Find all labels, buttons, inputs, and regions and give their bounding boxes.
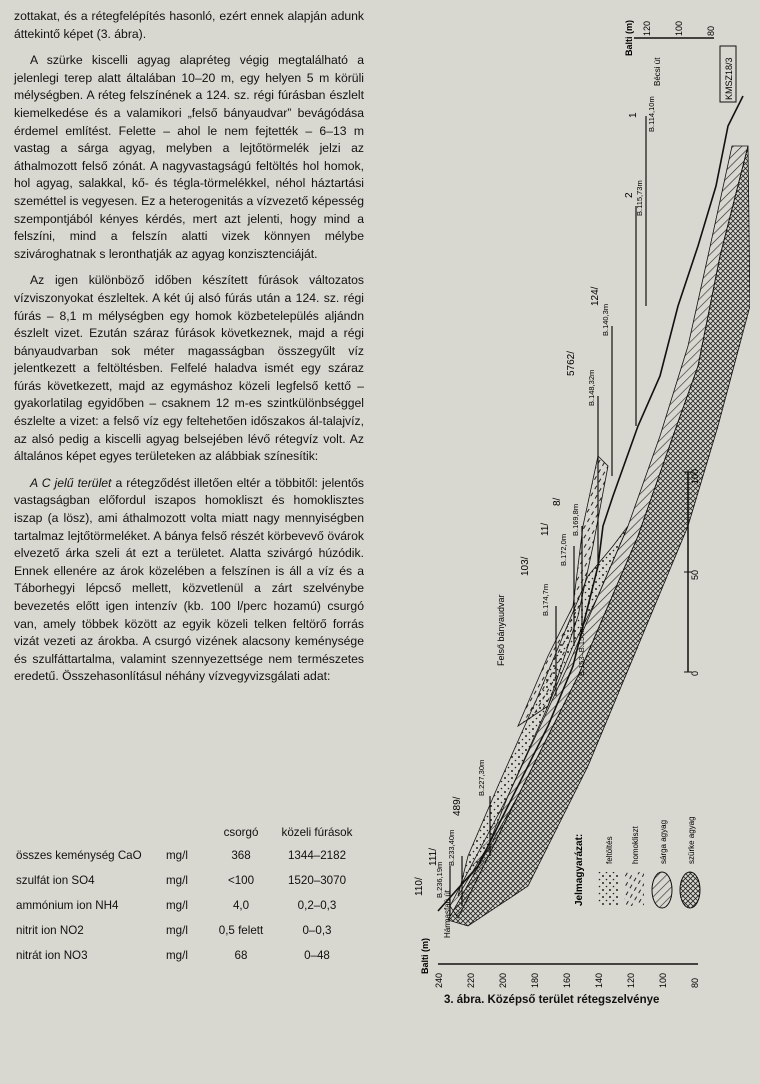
header-csurgo: csorgó: [223, 826, 259, 839]
axis-tick: 180: [530, 972, 540, 988]
axis-tick: 80: [690, 977, 700, 988]
table-row: [16, 924, 358, 937]
row-name: nitrit ion NO2: [16, 924, 84, 937]
borehole-label: 124/: [590, 286, 601, 306]
row-value-a: 4,0: [232, 899, 250, 912]
depth-label: B.140,3m: [601, 303, 610, 336]
borehole-label: 111/: [428, 848, 439, 866]
axis-tick: 160: [562, 972, 572, 988]
header-kozeli: közeli fúrások: [281, 826, 353, 839]
legend-label: sárga agyag: [659, 819, 668, 864]
area-c-emphasis: A C jelű terület: [30, 475, 112, 490]
row-unit: mg/l: [166, 924, 188, 937]
row-value-a: 68: [234, 949, 248, 962]
axis-tick: 220: [466, 972, 476, 988]
top-axis: [624, 20, 716, 56]
figure-caption: 3. ábra. Középső terület rétegszelvénye: [444, 994, 660, 1006]
table-row: [16, 949, 358, 962]
table-row: [16, 899, 358, 912]
depth-label: B.174,7m: [541, 583, 550, 616]
legend-title: Jelmagyarázat:: [574, 833, 585, 906]
legend: [574, 816, 700, 908]
road-label: Hármasfaú út: [443, 889, 452, 938]
paragraph-water: Az igen különböző időben készített fúrások változatos vízviszonyokat észleltek. A két új alsó fúrás után a 124. sz. régi fúrás – 8,1 m mélységben egy homok közbetelepülés aljándn észlelt vizet. Ezután száraz fúrások következnek, majd a régi bányaudvarban sok méter magasságban összegyűlt víz jelentkezett a feltöltésben. Felfelé haladva ismét egy száraz fúrás következett, majd az egymáshoz közeli legfelső kettő – gyakorlatilag egyidőben – csaknem 12 m-es szintkülönbséggel észlelte a vizet: a felső víz egy feltehetően időszakos ál-talajvíz, az alsó pedig a kiscelli agyag belsejében lévő rétegvíz volt. Az általános képet egyes területeken az alábbiak színesítik:: [14, 273, 364, 464]
axis-tick: 200: [498, 972, 508, 988]
area-label: Felső bányaudvar: [496, 594, 506, 666]
borehole-label: 11/: [540, 522, 551, 536]
axis-tick: 120: [626, 972, 636, 988]
axis-tick: 100: [674, 20, 684, 36]
row-value-b: 0–48: [304, 949, 330, 962]
depth-label: B.172,0m: [559, 533, 568, 566]
row-value-b: 1520–3070: [287, 874, 347, 887]
row-value-a: 368: [231, 849, 251, 862]
row-unit: mg/l: [166, 899, 188, 912]
text-column: [14, 8, 364, 695]
paragraph-area-c: [14, 475, 364, 686]
area-c-text: a rétegződést illetően eltér a többitől: jelentős vastagságban előfordul iszapos homokliszt és homoklisztes iszap (a lösz), ami áthalmozott volta miatt nagy mennyiségben tartalmaz lejtőtörmeléket. A bánya felső részét körbevevő övárok elvezető árka szeli át ezt a területet. Alatta szivárgó húzódik. Ennek ellenére az árok közelében a felszínen is áll a víz és a Táborhegyi lépcső mellett, közvetlenül a zárt szelvénybe bevezetés előtt igen intenzív (kb. 100 l/perc hozamú) csurgó van, amely többek között az egyik közeli telken feltörő forrás vizát vezeti az árokba. A csurgó vizének alacsony keménysége és szulfáttartalma, valamint szennyezettsége nem természetes eredetű. Összehasonlításul néhány vízvegyvizsgálati adat:: [14, 475, 364, 684]
borehole-label: 489/: [452, 796, 463, 816]
axis-tick: 120: [642, 20, 652, 36]
row-unit: mg/l: [166, 874, 188, 887]
depth-label: B.236,19m: [435, 861, 444, 898]
axis-tick: 80: [706, 25, 716, 36]
row-name: szulfát ion SO4: [16, 874, 95, 887]
table-row: [16, 874, 358, 887]
scale-tick: 50: [690, 569, 700, 580]
cross-section-figure: [398, 6, 750, 1036]
legend-swatch-grey: [680, 872, 700, 908]
axis-title-top: Balti (m): [624, 20, 634, 56]
row-unit: mg/l: [166, 949, 188, 962]
row-unit: mg/l: [166, 849, 188, 862]
row-value-b: 1344–2182: [287, 849, 347, 862]
row-name: összes keménység CaO: [16, 849, 142, 862]
paragraph-layers: A szürke kiscelli agyag alapréteg végig megtalálható a jelenlegi terep alatt általában 10–20 m, egy helyen 5 m körüli mélységben. A réteg felszínének a 124. sz. régi fúrásban észlelt kiemelkedése és a valamikori „felső bányaudvar” bevágódása érdemel említést. Felette – ahol le nem fejtették – 6–13 m vastag a sárga agyag, melyben a lejtőtörmelék jelzi az áthalmozott felső zónát. A nagyvastagságú feltöltés hol homok, hol agyag, salakkal, kő- és tégla-törmelékkel, néhol háztartási szeméttel is vegyesen. Ez a heterogenitás a vízvezető képesség szempontjából kényes kérdés, mert azt jelenti, hogy mind a felszíni, mind a felszín alatti vizek könnyen mélybe szivároghatnak s leronthatják az agyag konzisztenciáját.: [14, 53, 364, 261]
table-header-row: [16, 826, 358, 839]
legend-label: feltöltés: [605, 836, 614, 864]
borehole-label: 110/: [414, 877, 425, 896]
paragraph-intro: zottakat, és a rétegfelépítés hasonló, ezért ennek alapján adunk áttekintő képet (3. ábra).: [14, 9, 364, 41]
axis-tick: 100: [658, 972, 668, 988]
borehole-label: 5762/: [566, 350, 577, 376]
depth-label: B.227,30m: [477, 759, 486, 796]
borehole-label: 1: [628, 112, 639, 118]
legend-swatch-silt: [624, 872, 644, 906]
legend-label: homokliszt: [631, 826, 640, 864]
water-analysis-table: [16, 826, 358, 962]
table-row: [16, 849, 358, 862]
borehole-label: 8/: [552, 497, 563, 506]
row-value-b: 0,2–0,3: [297, 899, 337, 912]
row-value-a: <100: [227, 874, 255, 887]
axis-tick: 140: [594, 972, 604, 988]
depth-label: B.153–B.156m: [577, 626, 586, 676]
scale-tick: 100: [690, 468, 700, 484]
legend-label: szürke agyag: [687, 816, 696, 864]
depth-label: B.148,32m: [587, 369, 596, 406]
legend-swatch-fill: [598, 872, 618, 906]
bottom-axis: [420, 938, 700, 988]
top-label: Bécsi út: [653, 57, 662, 86]
depth-label: B.169,8m: [571, 503, 580, 536]
figure-code: KMSZ18/3: [724, 57, 734, 100]
row-value-b: 0–0,3: [302, 924, 332, 937]
row-name: nitrát ion NO3: [16, 949, 88, 962]
scale-tick: 0: [690, 670, 700, 676]
legend-swatch-yellow: [652, 872, 672, 908]
axis-tick: 240: [434, 972, 444, 988]
borehole-label: 2: [624, 192, 635, 198]
depth-label: B.115,73m: [635, 180, 644, 216]
row-value-a: 0,5 felett: [218, 924, 264, 937]
row-name: ammónium ion NH4: [16, 899, 119, 912]
axis-title-bottom: Balti (m): [420, 938, 430, 974]
depth-label: B.233,40m: [447, 829, 456, 866]
depth-label: B.114,10m: [647, 96, 656, 132]
borehole-label: 103/: [520, 556, 531, 576]
